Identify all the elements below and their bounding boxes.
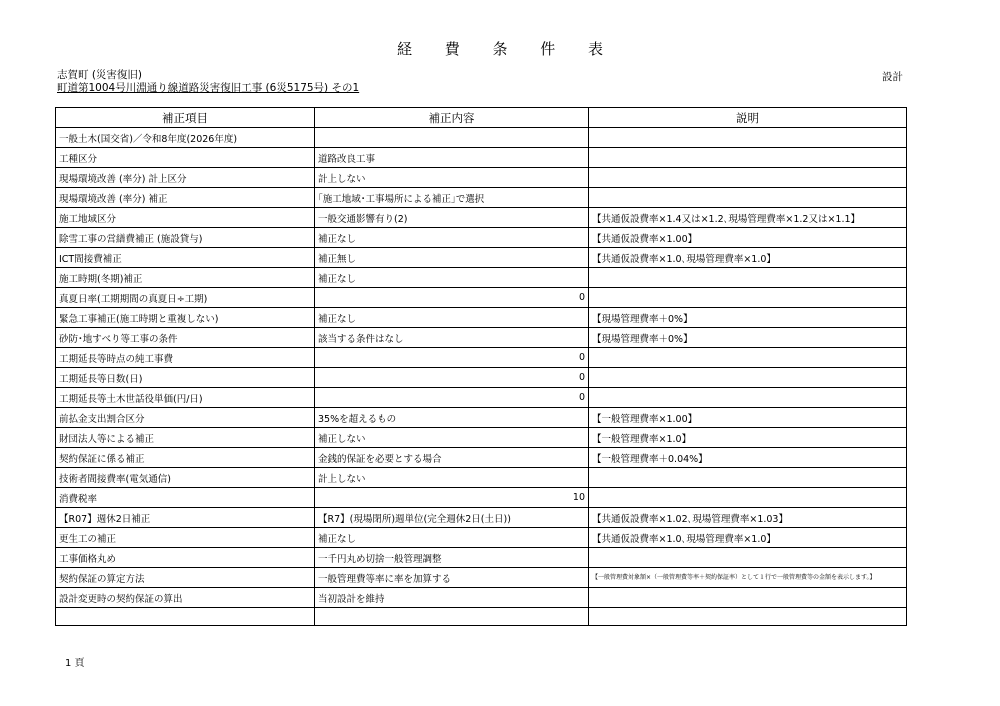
page-number: 1 頁: [65, 658, 85, 669]
cell-item: 消費税率: [56, 488, 315, 508]
table-row: [56, 448, 907, 468]
cell-note: 【現場管理費率＋0%】: [589, 308, 907, 328]
cell-item: 除雪工事の営繕費補正 (施設貸与): [56, 228, 315, 248]
cell-content: 該当する条件はなし: [315, 328, 589, 348]
table-row: [56, 128, 907, 148]
cell-content: 計上しない: [315, 468, 589, 488]
office-name: 志賀町 (災害復旧): [57, 69, 143, 81]
table-row: [56, 308, 907, 328]
document-title: 経 費 条 件 表: [396, 40, 618, 58]
cell-note: 【共通仮設費率×1.0､現場管理費率×1.0】: [589, 528, 907, 548]
table-row: [56, 468, 907, 488]
cell-content: 10: [315, 488, 589, 508]
cell-note: [589, 168, 907, 188]
cell-note: [589, 368, 907, 388]
cell-content: 一般管理費等率に率を加算する: [315, 568, 589, 588]
cell-content: 補正なし: [315, 528, 589, 548]
table-row: [56, 408, 907, 428]
cell-item: 砂防･地すべり等工事の条件: [56, 328, 315, 348]
table-row: [56, 388, 907, 408]
cell-note: 【一般管理費率＋0.04%】: [589, 448, 907, 468]
cell-note: [589, 548, 907, 568]
table-body: [56, 128, 907, 626]
cell-content: 道路改良工事: [315, 148, 589, 168]
cell-item: 緊急工事補正(施工時期と重複しない): [56, 308, 315, 328]
cell-item: 工期延長等日数(日): [56, 368, 315, 388]
cell-content: ｢施工地域･工事場所による補正｣で選択: [315, 188, 589, 208]
header-block: [57, 69, 359, 95]
cell-content: 計上しない: [315, 168, 589, 188]
cell-content: 一般交通影響有り(2): [315, 208, 589, 228]
cell-note: [589, 588, 907, 608]
cell-item: 現場環境改善 (率分) 補正: [56, 188, 315, 208]
cell-note: [589, 148, 907, 168]
design-label: 設計: [882, 71, 903, 83]
table-row: [56, 208, 907, 228]
cell-note: 【一般管理費率×1.00】: [589, 408, 907, 428]
cell-item: 【R07】週休2日補正: [56, 508, 315, 528]
table-row: [56, 288, 907, 308]
cell-content: 補正なし: [315, 268, 589, 288]
cell-content: 補正なし: [315, 228, 589, 248]
cell-content: 補正無し: [315, 248, 589, 268]
cell-content: 0: [315, 348, 589, 368]
cell-item: 契約保証に係る補正: [56, 448, 315, 468]
cell-content: 当初設計を維持: [315, 588, 589, 608]
table-row: [56, 228, 907, 248]
column-header-note: 説明: [589, 108, 907, 128]
cell-note: [589, 288, 907, 308]
cell-note: [589, 268, 907, 288]
cell-note: 【共通仮設費率×1.4又は×1.2､現場管理費率×1.2又は×1.1】: [589, 208, 907, 228]
cell-note: 【共通仮設費率×1.0､現場管理費率×1.0】: [589, 248, 907, 268]
cell-content: 金銭的保証を必要とする場合: [315, 448, 589, 468]
table-row: [56, 168, 907, 188]
cell-content: [315, 608, 589, 626]
cell-note: [589, 348, 907, 368]
cell-item: 施工地域区分: [56, 208, 315, 228]
cell-note: [589, 608, 907, 626]
cell-note: [589, 128, 907, 148]
table-row: [56, 588, 907, 608]
cell-item: 技術者間接費率(電気通信): [56, 468, 315, 488]
cell-note: 【一般管理費率×1.0】: [589, 428, 907, 448]
table-row: [56, 608, 907, 626]
table-row: [56, 528, 907, 548]
table-row: [56, 248, 907, 268]
cell-note: 【共通仮設費率×1.00】: [589, 228, 907, 248]
cell-content: 35%を超えるもの: [315, 408, 589, 428]
cell-item: 契約保証の算定方法: [56, 568, 315, 588]
cell-content: 補正なし: [315, 308, 589, 328]
cell-note: 【共通仮設費率×1.02､現場管理費率×1.03】: [589, 508, 907, 528]
cell-content: 一千円丸め切捨一般管理調整: [315, 548, 589, 568]
cell-item: 現場環境改善 (率分) 計上区分: [56, 168, 315, 188]
cell-content: 補正しない: [315, 428, 589, 448]
cell-item: 一般土木(国交省)／令和8年度(2026年度): [56, 128, 315, 148]
cell-content: 0: [315, 288, 589, 308]
cell-content: [315, 128, 589, 148]
cell-item: 真夏日率(工期期間の真夏日÷工期): [56, 288, 315, 308]
cell-item: 施工時期(冬期)補正: [56, 268, 315, 288]
project-name: 町道第1004号川淵通り線道路災害復旧工事 (6災5175号) その1: [57, 82, 360, 94]
cell-item: 工種区分: [56, 148, 315, 168]
cell-note: [589, 488, 907, 508]
table-row: [56, 188, 907, 208]
table-row: [56, 508, 907, 528]
cell-item: 工事価格丸め: [56, 548, 315, 568]
cell-content: 0: [315, 388, 589, 408]
cell-item: 財団法人等による補正: [56, 428, 315, 448]
cell-note: [589, 188, 907, 208]
table-row: [56, 368, 907, 388]
cell-content: 0: [315, 368, 589, 388]
table-row: [56, 428, 907, 448]
cell-item: 更生工の補正: [56, 528, 315, 548]
cell-note: [589, 468, 907, 488]
table-header-row: [56, 108, 907, 128]
cell-item: [56, 608, 315, 626]
cell-item: 設計変更時の契約保証の算出: [56, 588, 315, 608]
table-row: [56, 268, 907, 288]
table-row: [56, 568, 907, 588]
cell-item: 前払金支出割合区分: [56, 408, 315, 428]
table-row: [56, 348, 907, 368]
cell-item: 工期延長等時点の純工事費: [56, 348, 315, 368]
table-row: [56, 548, 907, 568]
table-row: [56, 328, 907, 348]
cell-note: 【一般管理費対象額×（一般管理費等率＋契約保証率）として１行で一般管理費等の金額を表示します。】: [589, 568, 907, 588]
table-row: [56, 488, 907, 508]
cell-note: [589, 388, 907, 408]
conditions-table: [55, 107, 907, 626]
cell-note: 【現場管理費率＋0%】: [589, 328, 907, 348]
cell-item: ICT間接費補正: [56, 248, 315, 268]
column-header-content: 補正内容: [315, 108, 589, 128]
table-row: [56, 148, 907, 168]
cell-item: 工期延長等土木世話役単価(円/日): [56, 388, 315, 408]
column-header-item: 補正項目: [56, 108, 315, 128]
cell-content: 【R7】(現場閉所)週単位(完全週休2日(土日)): [315, 508, 589, 528]
